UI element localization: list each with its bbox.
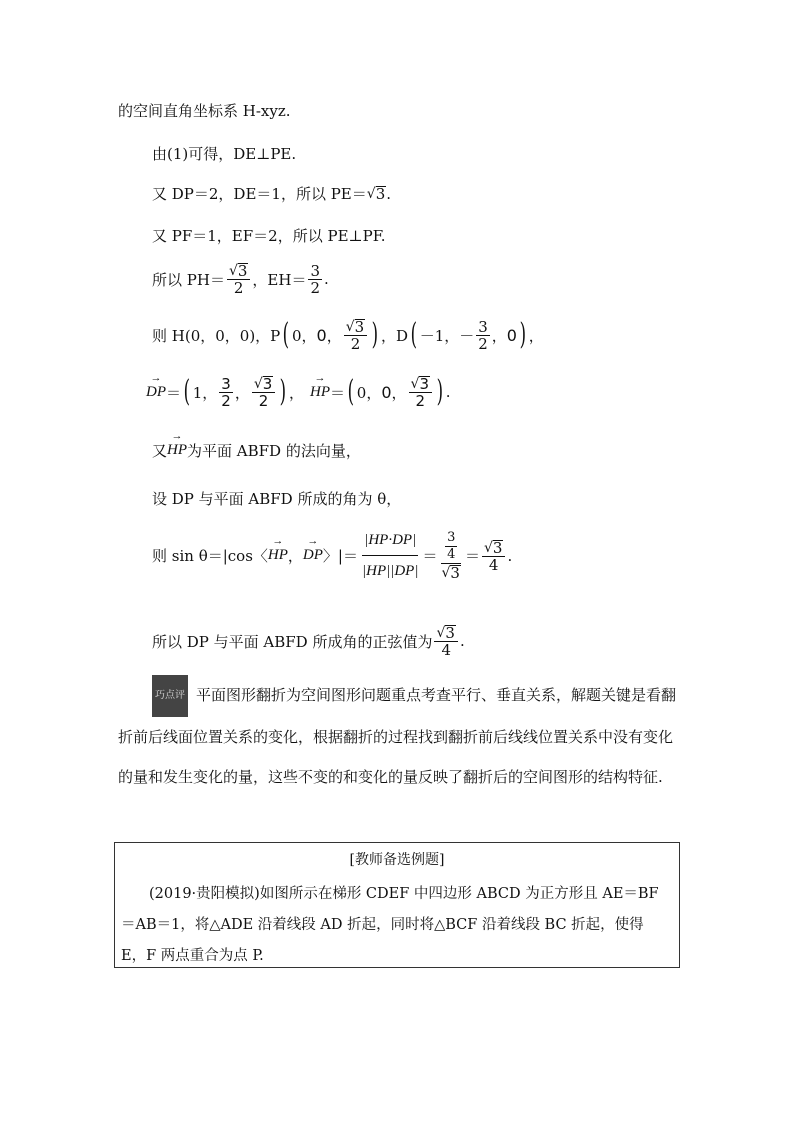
line-8 — [152, 440, 361, 461]
right-paren: ) — [519, 317, 527, 352]
line-8-text: 为平面 ABFD 的法向量， — [187, 442, 361, 460]
denominator: 2 — [258, 392, 269, 410]
comma: ， — [287, 547, 303, 565]
comma: ， — [391, 383, 407, 402]
vector-hp: → HP — [268, 547, 288, 564]
cos-fraction — [360, 525, 420, 586]
numerator: 3 — [447, 530, 456, 545]
left-paren: ( — [347, 374, 355, 409]
equals: ＝ — [166, 383, 182, 402]
equals: ＝ — [464, 547, 480, 565]
period: . — [386, 184, 392, 203]
line-2-text: 由(1)可得，DE⊥PE. — [152, 145, 297, 163]
line-4-text: 又 PF＝1，EF＝2，所以 PE⊥PF. — [152, 227, 386, 245]
fraction — [219, 376, 233, 409]
tip-badge: 巧点评 — [152, 675, 188, 717]
fraction: √ 3 2 — [409, 375, 432, 409]
line-5 — [152, 262, 329, 296]
numerator: 3 — [237, 262, 248, 280]
line-3 — [152, 183, 391, 204]
numerator: 3 — [478, 317, 488, 336]
right-paren: ) — [436, 374, 444, 409]
vector-dp: → DP — [146, 384, 166, 401]
denominator: 2 — [415, 392, 426, 410]
vector-hp: → HP — [310, 384, 330, 401]
line-6-text: 则 H(0，0，0)，P — [152, 326, 281, 345]
fraction — [445, 530, 457, 563]
coord: 0， — [292, 326, 317, 345]
line-7 — [146, 375, 451, 409]
equals: ＝ — [330, 383, 346, 402]
tip-paragraph — [118, 675, 678, 797]
denominator: 2 — [478, 334, 488, 353]
numerator: 3 — [262, 375, 273, 393]
fraction: √ 3 4 — [434, 624, 457, 658]
comma: ， — [491, 326, 507, 345]
coord: 0 — [381, 382, 392, 402]
line-1-text: 的空间直角坐标系 H-xyz. — [118, 102, 291, 120]
left-paren: ( — [410, 317, 418, 352]
coord: 0 — [316, 325, 327, 345]
fraction: √ 3 4 — [482, 539, 505, 573]
fraction: √ 3 2 — [227, 262, 250, 296]
fraction — [476, 319, 490, 352]
line-6-text: ，D — [380, 326, 408, 345]
line-10-text: 〉|＝ — [322, 547, 358, 565]
denominator: 4 — [447, 547, 456, 562]
comma: ， — [289, 383, 305, 402]
line-4 — [152, 225, 386, 246]
denominator: |HP||DP| — [361, 563, 419, 579]
teacher-example-text — [121, 879, 673, 972]
vector-hp: → HP — [167, 442, 187, 459]
comma: ， — [234, 383, 250, 402]
teacher-example-body: (2019·贵阳模拟)如图所示在梯形 CDEF 中四边形 ABCD 为正方形且 AE＝BF＝AB＝1，将△ADE 沿着线段 AD 折起，同时将△BCF 沿着线段 BC 折起，使得 E，F 两点重合为点 P. — [121, 886, 659, 964]
period: . — [507, 546, 513, 565]
left-paren: ( — [183, 374, 191, 409]
line-10-text: 则 sin θ＝|cos〈 — [152, 547, 268, 565]
comma: ， — [326, 326, 342, 345]
coord: 0， — [356, 383, 382, 402]
line-11-text: 所以 DP 与平面 ABFD 所成角的正弦值为 — [152, 632, 433, 651]
numerator: 3 — [419, 375, 429, 393]
line-9 — [152, 488, 401, 509]
fraction: √ 3 2 — [252, 375, 275, 409]
right-paren: ) — [279, 374, 287, 409]
coord: －1，－ — [419, 326, 475, 345]
coord: 0 — [506, 325, 517, 345]
line-9-text: 设 DP 与平面 ABFD 所成的角为 θ， — [152, 490, 402, 508]
line-5-text: ，EH＝ — [252, 270, 307, 289]
line-10 — [152, 525, 512, 586]
right-paren: ) — [371, 317, 379, 352]
denominator: 3 — [450, 564, 460, 582]
sqrt-3: √ 3 — [366, 184, 386, 203]
numerator: 3 — [445, 624, 455, 642]
numerator: 3 — [221, 374, 231, 393]
numerator: 3 — [492, 538, 503, 557]
denominator: 4 — [488, 555, 499, 574]
teacher-example-title: [教师备选例题] — [349, 852, 445, 868]
numerator — [441, 530, 461, 564]
line-3-text: 又 DP＝2，DE＝1，所以 PE＝ — [152, 185, 367, 203]
numerator: |HP·DP| — [362, 525, 418, 556]
period: . — [445, 383, 451, 401]
denominator: 2 — [221, 391, 231, 410]
tip-text: 平面图形翻折为空间图形问题重点考查平行、垂直关系，解题关键是看翻折前后线面位置关系的变化，根据翻折的过程找到翻折前后线线位置关系中没有变化的量和发生变化的量，这些不变的和变化的量反映了翻折后的空间图形的结构特征. — [118, 686, 677, 786]
nested-fraction: $\frac{3}{4}$ √ 3 — [441, 530, 460, 582]
line-5-text: 所以 PH＝ — [152, 270, 225, 289]
equals: ＝ — [422, 547, 438, 565]
line-6 — [152, 318, 544, 352]
denominator: 2 — [350, 335, 361, 353]
period: . — [324, 270, 329, 288]
numerator: 3 — [310, 261, 320, 280]
coord: 1， — [192, 383, 218, 402]
line-8-text: 又 — [152, 442, 168, 460]
line-11 — [152, 624, 465, 658]
numerator: 3 — [354, 318, 365, 336]
line-2 — [152, 143, 296, 164]
denominator: 4 — [441, 641, 451, 659]
teacher-example-box — [114, 842, 680, 968]
denominator: 2 — [233, 279, 244, 297]
line-1 — [118, 100, 291, 121]
fraction — [308, 263, 322, 296]
fraction: √ 3 2 — [344, 318, 367, 352]
left-paren: ( — [282, 317, 290, 352]
sqrt-value: 3 — [375, 184, 386, 203]
comma: ， — [528, 326, 544, 345]
vector-dp: → DP — [303, 547, 323, 564]
denominator: 2 — [310, 278, 320, 297]
period: . — [459, 632, 465, 650]
